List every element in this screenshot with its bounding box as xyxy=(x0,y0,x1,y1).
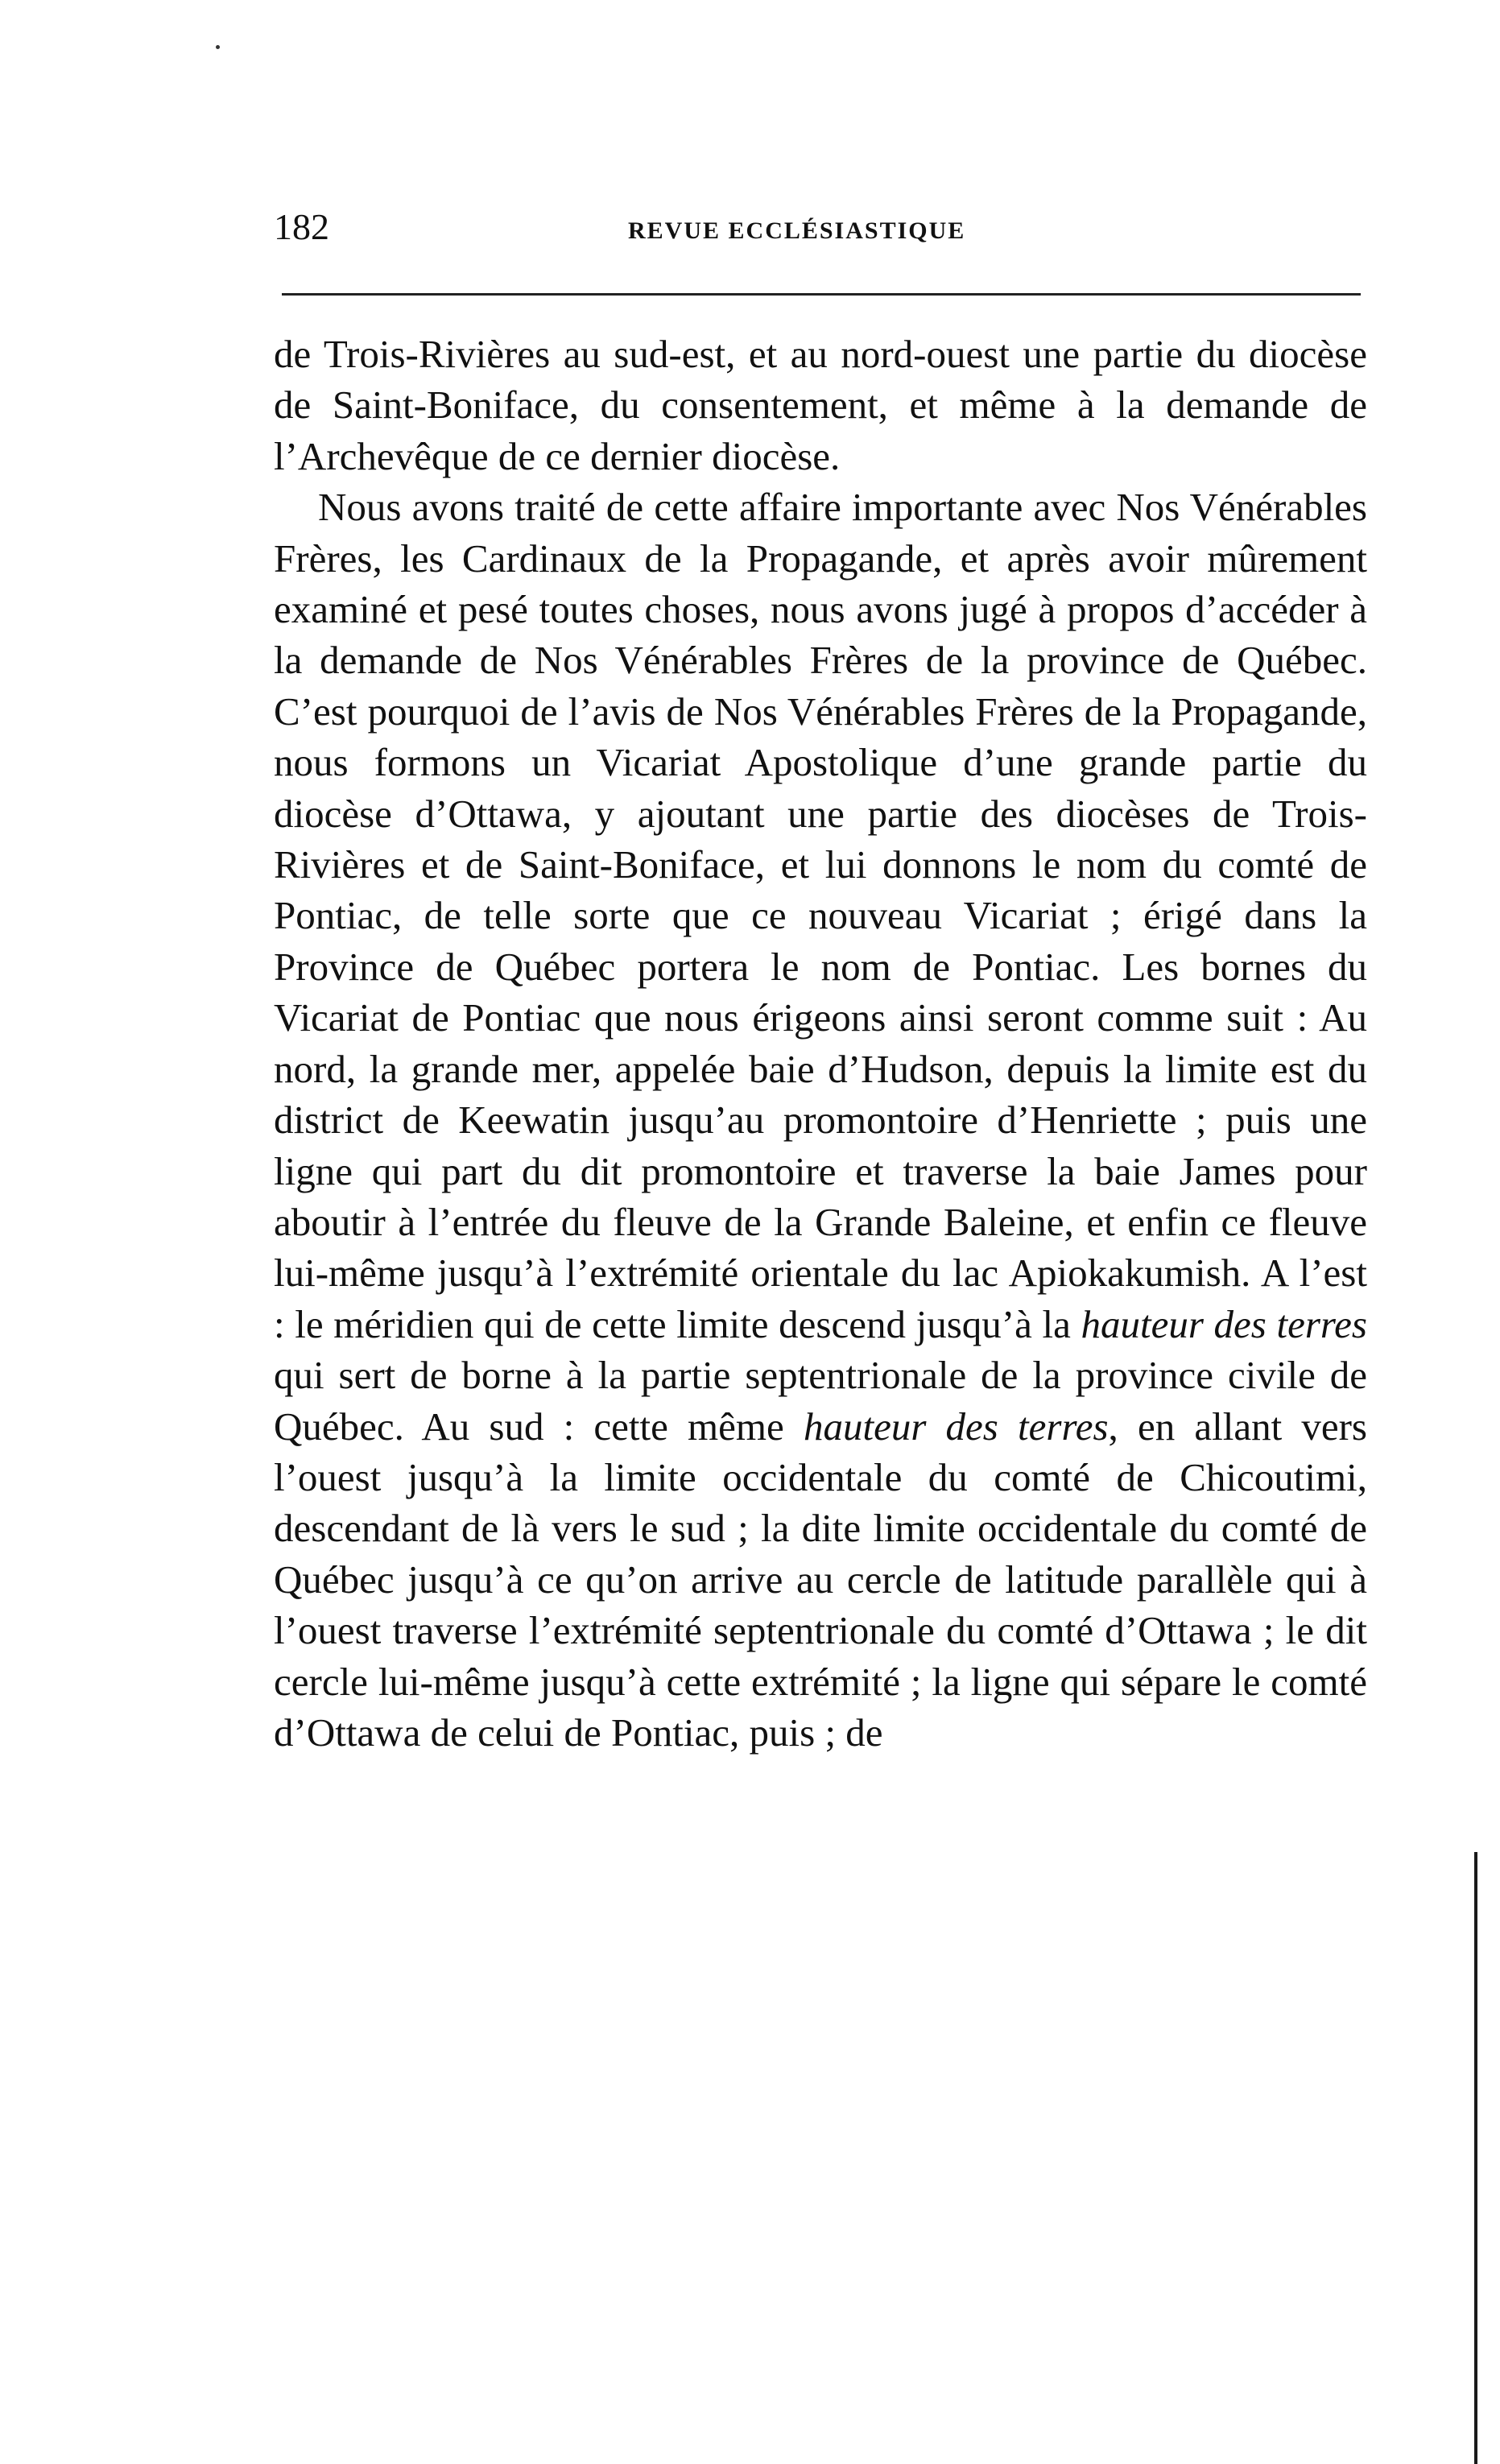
text-run: , en allant vers l’ouest jusqu’à la limite occidentale du comté de Chicoutimi, descendant de là vers le sud ; la dite limite occidentale du comté de Québec jusqu’à ce qu’on arrive au cercle de latitude parallèle qui à l’ouest traverse l’extrémité septentrionale du comté d’Ottawa ; le dit cercle lui-même jusqu’à cette extrémité ; la ligne qui sépare le comté d’Ottawa de celui de Pontiac, puis ; de xyxy=(274,1404,1367,1755)
paragraph: de Trois-Rivières au sud-est, et au nord-ouest une partie du diocèse de Saint-Boniface, du consentement, et même à la demande de l’Archevêque de ce dernier diocèse. xyxy=(274,332,1367,478)
scan-edge-artifact xyxy=(1474,1852,1477,2464)
italic-phrase: hauteur des terres xyxy=(803,1404,1109,1449)
header-rule xyxy=(282,293,1361,296)
body-text xyxy=(274,329,1367,1758)
text-run: Nous avons traité de cette affaire importante avec Nos Vénérables Frères, les Cardinaux de la Propagande, et après avoir mûrement examiné et pesé toutes choses, nous avons jugé à propos d’accéder à la demande de Nos Vénérables Frères de la province de Québec. C’est pourquoi de l’avis de Nos Vénérables Frères de la Propagande, nous formons un Vicariat Apostolique d’une grande partie du diocèse d’Ottawa, y ajoutant une partie des diocèses de Trois-Rivières et de Saint-Boniface, et lui donnons le nom du comté de Pontiac, de telle sorte que ce nouveau Vicariat ; érigé dans la Province de Québec portera le nom de Pontiac. Les bornes du Vicariat de Pontiac que nous érigeons ainsi seront comme suit : Au nord, la grande mer, appelée baie d’Hudson, depuis la limite est du district de Keewatin jusqu’au promontoire d’Henriette ; puis une ligne qui part du dit promontoire et traverse la baie James pour aboutir à l’entrée du fleuve de la Grande Baleine, et enfin ce fleuve lui-même jusqu’à l’extrémité orientale du lac Apiokakumish. A l’est : le méridien qui de cette limite descend jusqu’à la xyxy=(274,485,1367,1346)
paragraph xyxy=(274,482,1367,1758)
page-header xyxy=(274,203,1361,259)
page-number: 182 xyxy=(274,206,329,247)
italic-phrase: hauteur des terres xyxy=(1081,1301,1368,1346)
text-run: qui sert de borne à la partie septentrionale de la province civile de Québec. Au sud : cette même xyxy=(274,1353,1367,1449)
running-title: REVUE ECCLÉSIASTIQUE xyxy=(628,217,966,244)
scan-speck xyxy=(216,45,220,49)
